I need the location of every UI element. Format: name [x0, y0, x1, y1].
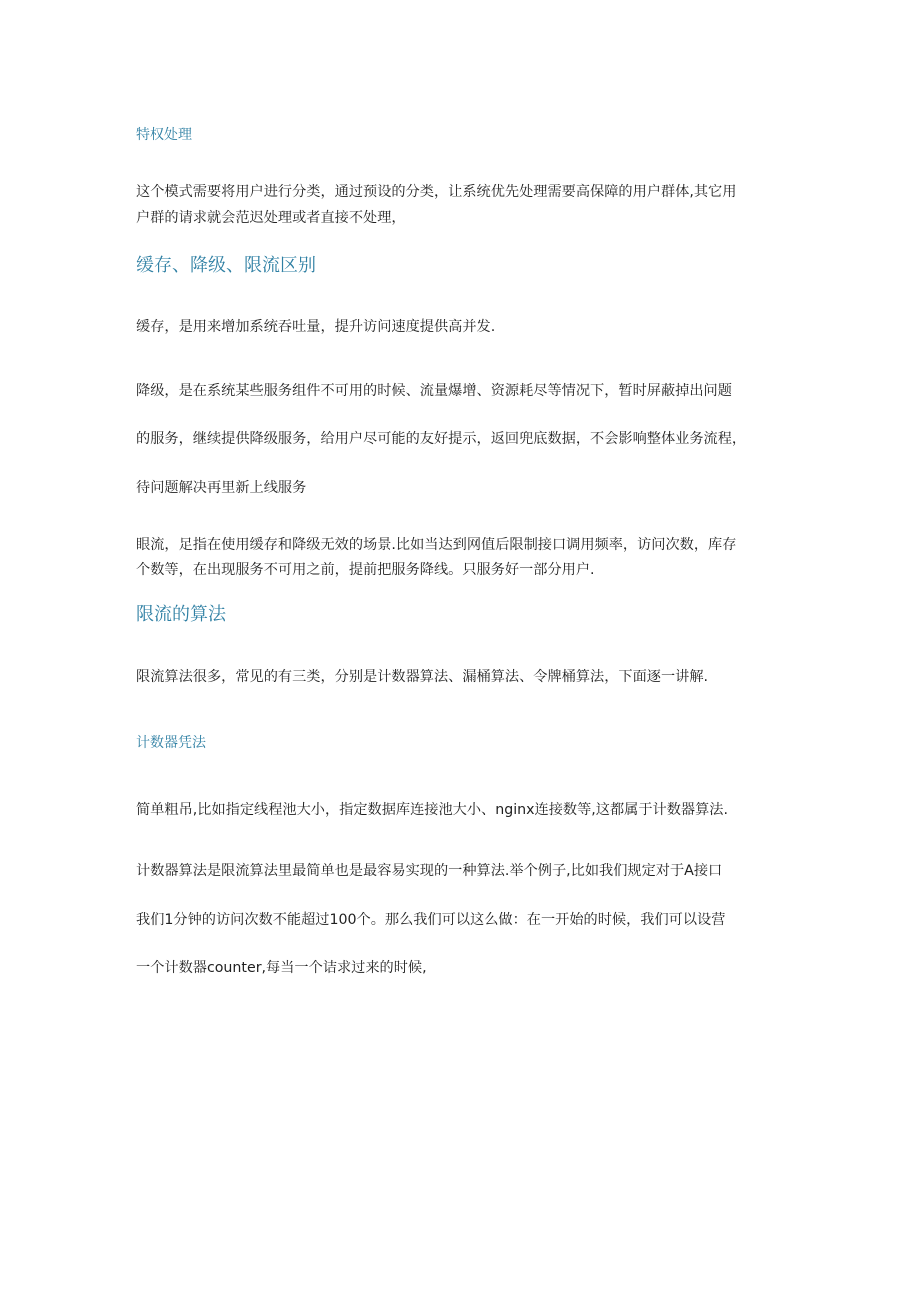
degrade-para-line-1: 降级，是在系统某些服务组件不可用的时候、流量爆增、资源耗尽等情况下，暂时屏蔽掉出问题	[136, 383, 732, 399]
counter-para-2-line-3: 一个计数器counter,每当一个诘求过来的时候,	[136, 960, 427, 976]
limit-para-line-1: 眼流，足指在使用缓存和降级无效的场景.比如当达到网值后限制接口调用频率，访问次数，库存	[136, 537, 737, 553]
counter-para-1: 简单粗吊,比如指定线程池大小，指定数据库连接池大小、nginx连接数等,这都属于计数器算法.	[136, 802, 728, 818]
privilege-para-line-2: 户群的请求就会范迟处理或者直接不处理，	[136, 210, 406, 226]
heading-counter: 计数器凭法	[136, 735, 206, 751]
privilege-para-line-1: 这个模式需要将用户进行分类，通过预设的分类，让系统优先处理需要高保障的用户群体,其它用	[136, 184, 737, 200]
counter-para-2-line-2: 我们1分钟的访问次数不能超过100个。那么我们可以这么做：在一开始的时候，我们可以设营	[136, 912, 726, 928]
degrade-para-line-2: 的服务，继续提供降级服务，给用户尽可能的友好提示，返回兜底数据，不会影响整体业务流程，	[136, 431, 747, 447]
heading-privilege: 特权处理	[136, 127, 192, 143]
degrade-para-line-3: 待问题解决再里新上线服务	[136, 480, 307, 496]
cache-para: 缓存，是用来增加系统吞吐量，提升访问速度提供高并发.	[136, 319, 496, 335]
heading-algorithms: 限流的算法	[136, 604, 226, 625]
algorithms-intro: 限流算法很多，常见的有三类，分别是计数器算法、漏桶算法、令牌桶算法，下面逐一讲解.	[136, 669, 709, 685]
limit-para-line-2: 个数等，在出现服务不可用之前，提前把服务降线。只服务好一部分用户.	[136, 562, 595, 578]
heading-difference: 缓存、降级、限流区别	[136, 255, 316, 276]
counter-para-2-line-1: 计数器算法是限流算法里最简单也是最容易实现的一种算法.举个例子,比如我们规定对于A接口	[136, 863, 723, 879]
